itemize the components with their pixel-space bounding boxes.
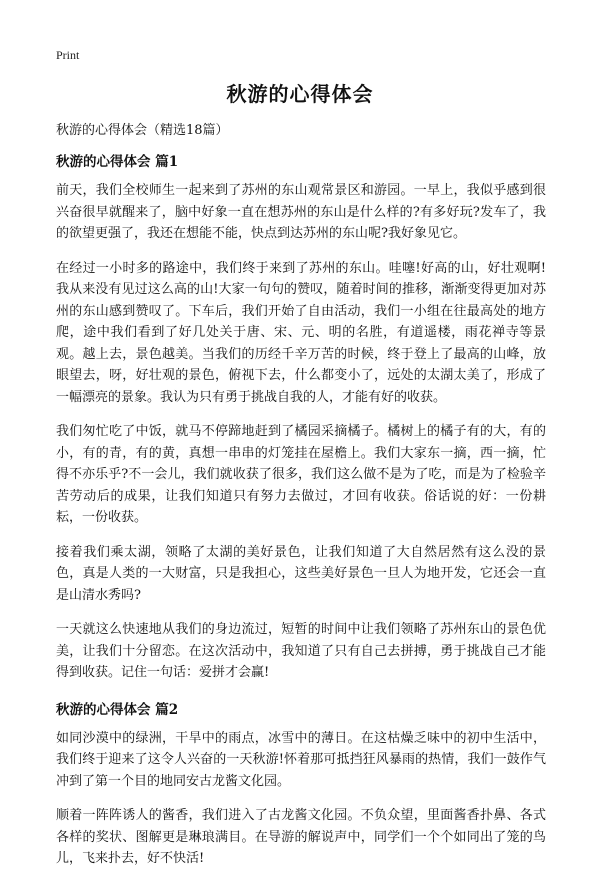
article-body bbox=[56, 150, 546, 883]
article-section-2 bbox=[56, 698, 546, 870]
paragraph: 顺着一阵阵诱人的酱香，我们进入了古龙酱文化园。不负众望，里面酱香扑鼻、各式各样的奖状、图解更是琳琅满目。在导游的解说声中，同学们一个个如同出了笼的鸟儿，飞来扑去，好不快活! bbox=[56, 808, 546, 866]
paragraph: 我们匆忙吃了中饭，就马不停蹄地赶到了橘园采摘橘子。橘树上的橘子有的大，有的小，有的青，有的黄，真想一串串的灯笼挂在屋檐上。我们大家东一摘，西一摘，忙得不亦乐乎?不一会儿，我们就收获了很多，我们这么做不是为了吃，而是为了检验辛苦劳动后的成果，让我们知道只有努力去做过，才回有收获。俗话说的好：一份耕耘，一份收获。 bbox=[56, 424, 546, 525]
paragraph: 在经过一小时多的路途中，我们终于来到了苏州的东山。哇噻!好高的山，好壮观啊!我从来没有见过这么高的山!大家一句句的赞叹，随着时间的推移，渐渐变得更加对苏州的东山感到赞叹了。下车后，我们开始了自由活动，我们一小组在往最高处的地方爬，途中我们看到了好几处关于唐、宋、元、明的名胜，有道遥楼，雨花禅寺等景观。越上去，景色越美。当我们的历经千辛万苦的时候，终于登上了最高的山峰，放眼望去，呀，好壮观的景色，俯视下去，什么都变小了，远处的太湖太美了，形成了一幅漂亮的景象。我认为只有勇于挑战自我的人，才能有好的收获。 bbox=[56, 260, 546, 405]
section-heading: 秋游的心得体会 篇2 bbox=[56, 701, 179, 718]
paragraph: 如同沙漠中的绿洲，干旱中的雨点，冰雪中的薄日。在这枯燥乏味中的初中生活中，我们终于迎来了这令人兴奋的一天秋游!怀着那可抵挡狂风暴雨的热情，我们一鼓作气冲到了第一个目的地同安古龙酱文化园。 bbox=[56, 730, 546, 789]
print-link[interactable]: Print bbox=[56, 48, 80, 62]
section-heading: 秋游的心得体会 篇1 bbox=[56, 154, 179, 170]
paragraph: 接着我们乘太湖，领略了太湖的美好景色，让我们知道了大自然居然有这么没的景色，真是人类的一大财富，只是我担心，这些美好景色一旦人为地开发，它还会一直是山清水秀吗? bbox=[56, 544, 546, 603]
article-section-1 bbox=[56, 150, 546, 684]
page-title: 秋游的心得体会 bbox=[226, 82, 374, 106]
article-subtitle: 秋游的心得体会（精选18篇） bbox=[56, 123, 229, 138]
paragraph: 一天就这么快速地从我们的身边流过，短暂的时间中让我们领略了苏州东山的景色优美，让我们十分留恋。在这次活动中，我知道了只有自己去拼搏，勇于挑战自己才能得到收获。记住一句话：爱拼才会赢! bbox=[56, 622, 546, 680]
paragraph: 前天，我们全校师生一起来到了苏州的东山观常景区和游园。一早上，我似乎感到很兴奋很早就醒来了，脑中好象一直在想苏州的东山是什么样的?有多好玩?发车了，我的欲望更强了，我还在想能不能，快点到达苏州的东山呢?我好象见它。 bbox=[56, 183, 546, 241]
